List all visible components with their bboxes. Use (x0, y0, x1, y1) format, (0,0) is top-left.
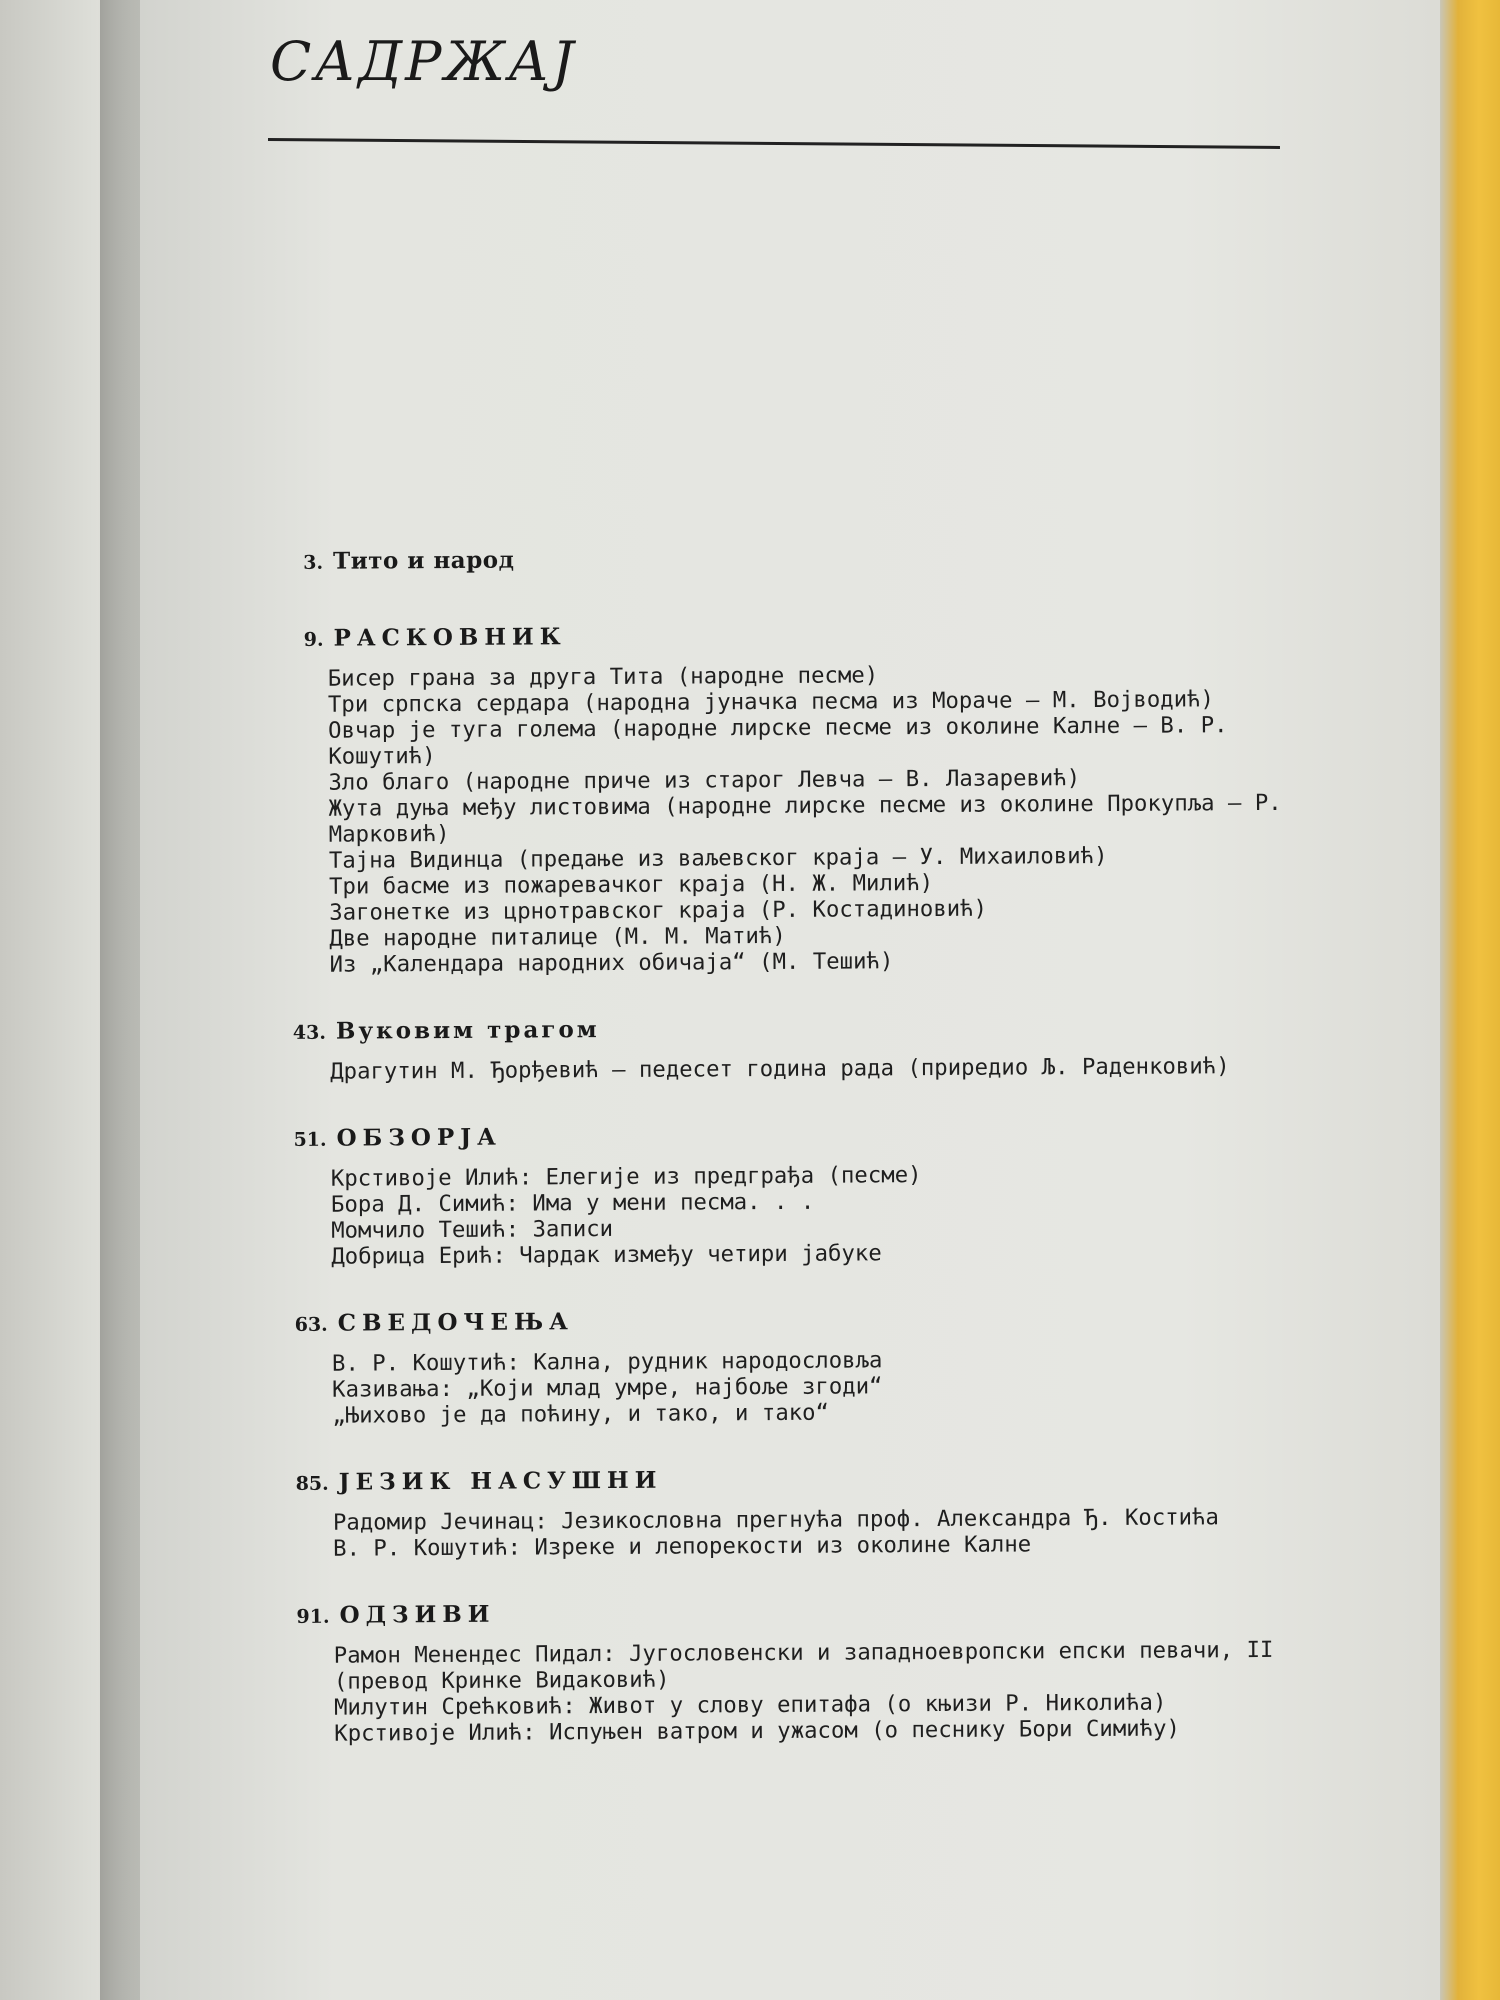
toc-entry: Из „Календара народних обичаја“ (М. Тешић) (329, 948, 894, 978)
page-number: 3. (303, 551, 324, 574)
section-title: ОДЗИВИ (339, 1600, 496, 1629)
entry-list (328, 660, 1283, 978)
toc-entry: Бисер грана за друга Тита (народне песме) (327, 662, 879, 692)
toc-entry: Момчило Тешић: Записи (331, 1215, 614, 1244)
toc-entry: Казивања: „Који млад умре, најбоље згоди“ (332, 1373, 883, 1403)
toc-entry: Рамон Менендес Пидал: Југословенски и западноевропски епски певачи, II (превод Кринке Видаковић) (333, 1636, 1274, 1695)
section-title: ЈЕЗИК НАСУШНИ (338, 1466, 663, 1496)
section-title: Вуковим трагом (335, 1016, 600, 1045)
page-number: 85. (295, 1472, 329, 1495)
toc-section (286, 1463, 1287, 1562)
toc-entry: Крстивоје Илић: Испуњен ватром и ужасом (о песнику Бори Симићу) (334, 1715, 1181, 1747)
section-title: Тито и народ (332, 546, 515, 575)
toc-section-heading (283, 1012, 1283, 1045)
toc-entry: Овчар је туга голема (народне лирске песме из околине Калне — В. Р. Кошутић) (328, 712, 1228, 770)
toc-entry: В. Р. Кошутић: Кална, рудник народословља (331, 1347, 883, 1377)
toc-entry: В. Р. Кошутић: Изреке и лепорекости из околине Калне (333, 1531, 1032, 1562)
entry-list (332, 1345, 1285, 1429)
toc-section (284, 1119, 1285, 1270)
toc-entry: Загонетке из црнотравског краја (Р. Костадиновић) (329, 895, 988, 926)
page-number: 43. (292, 1021, 327, 1044)
toc-entry: Бора Д. Симић: Има у мени песма. . . (330, 1188, 815, 1218)
toc-entry: Тајна Видинца (предање из ваљевског краја — У. Михаиловић) (328, 842, 1108, 874)
toc-entry: Три басме из пожаревачког краја (Н. Ж. Милић) (328, 870, 934, 900)
page-number: 9. (303, 628, 324, 651)
page-title: САДРЖАЈ (270, 30, 577, 93)
entry-list (333, 1504, 1286, 1562)
toc-section-heading (284, 1119, 1284, 1152)
toc-entry: Милутин Срећковић: Живот у слову епитафа (о књизи Р. Николића) (334, 1689, 1167, 1721)
toc-entry: „Њихово је да поћину, и тако, и тако“ (332, 1399, 830, 1429)
toc-entry: Добрица Ерић: Чардак између четири јабуке (331, 1240, 882, 1270)
page-number: 51. (293, 1128, 327, 1151)
toc-section (286, 1596, 1287, 1747)
toc-section (283, 1012, 1283, 1085)
toc-section-heading (280, 542, 1280, 575)
section-title: ОБЗОРЈА (336, 1123, 502, 1152)
page-number: 63. (294, 1313, 328, 1336)
section-title: РАСКОВНИК (333, 623, 567, 652)
toc-section-heading (280, 619, 1280, 652)
toc-entry: Две народне питалице (М. М. Матић) (329, 922, 786, 952)
toc-entry: Жута дуња међу листовима (народне лирске песме из околине Прокупља — Р. Марковић) (328, 789, 1282, 848)
toc-section-heading (286, 1596, 1286, 1629)
toc-section (280, 542, 1280, 575)
page-number: 91. (296, 1605, 330, 1628)
toc-entry: Радомир Јечинац: Језикословна прегнућа проф. Александра Ђ. Костића (332, 1504, 1220, 1536)
toc-section (285, 1304, 1286, 1429)
toc-entry: Крстивоје Илић: Елегије из предграђа (песме) (330, 1162, 922, 1192)
section-title: СВЕДОЧЕЊА (337, 1308, 574, 1337)
table-of-contents (280, 542, 1288, 1787)
book-cover-edge (1440, 0, 1500, 2000)
entry-list (331, 1160, 1285, 1270)
entry-list (330, 1053, 1283, 1085)
toc-section (280, 619, 1282, 978)
toc-entry: Зло благо (народне приче из старог Левча — В. Лазаревић) (328, 765, 1081, 796)
toc-section-heading (285, 1304, 1285, 1337)
toc-entry: Три српска сердара (народна јуначка песма из Мораче — М. Војводић) (327, 686, 1215, 718)
toc-entry: Драгутин М. Ђорђевић — педесет година рада (приредио Љ. Раденковић) (330, 1053, 1230, 1085)
toc-section-heading (286, 1463, 1286, 1496)
entry-list (334, 1637, 1288, 1747)
book-gutter (100, 0, 140, 2000)
